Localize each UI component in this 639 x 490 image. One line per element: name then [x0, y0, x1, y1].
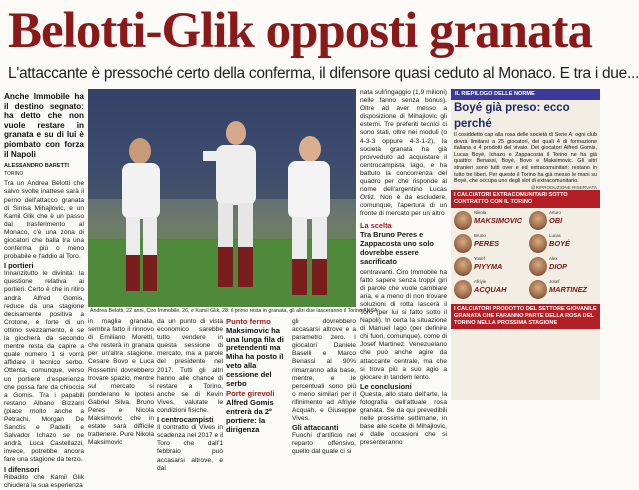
- player-surname: BOYÉ: [549, 238, 570, 248]
- callout-text: Tra Bruno Peres e Zappacosta uno solo dovrebbe essere sacrificato: [360, 229, 434, 266]
- player-first-name: Bruno: [474, 232, 486, 238]
- sidebar-banner: IL RIEPILOGO DELLE NORME: [451, 89, 600, 100]
- body-paragraph: Il contratto di Vives in scadenza nel 2017 e il Toro che dall'1 febbraio può accasarsi altrove, e dal: [157, 424, 223, 472]
- right-column: [360, 89, 447, 447]
- player-surname: PERES: [474, 238, 500, 248]
- author: ALESSANDRO BARETTI: [4, 163, 69, 170]
- body-paragraph: Ribadito che Kamil Glik chiuderà la sua esperienza: [4, 473, 84, 489]
- player-photo: [529, 257, 547, 276]
- player-photo: [454, 280, 472, 299]
- section-subtitle: I centrocampisti: [157, 415, 214, 425]
- sidebar-credit: @RIPRODUZIONE RISERVATA: [530, 184, 597, 190]
- player-surname: OBI: [549, 215, 563, 225]
- callout-column: [226, 317, 288, 434]
- body-paragraph: Fuochi d'artificio nel reparto offensivo, quello dal quale ci si: [292, 432, 356, 456]
- player-photo: [454, 257, 472, 276]
- callout-text: Alfred Gomis entrerà da 2º portiere: la dirigenza: [226, 398, 274, 434]
- player-surname: DIOP: [549, 261, 568, 271]
- body-paragraph: in maglia granata, sembra fatto il rinnovo di Emiliano Moretti, che resterà in granata per un'altra stagione. Cesare Bovo e Luca Rossettini dovrebbero trovare spazio, mentre sul mercato si ponderano le ipotesi Gabriel Silva, Bruno Peres e Nicola Maksimovic che in estate sarà difficile trattenere. Pure Nikola Maksimovic: [88, 318, 154, 447]
- section-subtitle: Gli attaccanti: [292, 423, 339, 433]
- middle-column-1: [88, 318, 154, 447]
- sidebar-text: Il cosiddetto cap alla rosa delle società di Serie A: ogni club dovrà limitarsi a 25 giocatori, dei quali 4 di formazione italiana e 4 prodotti del vivaio. Dei giocatori Alfred Gomis, Lucas Boyé, Ichazo e Zappacosta il Torino ne ha già quattro: Benassi, Boyé, Bovo e Maksimovic. Gli altri stranieri sono tutti over e ed extracomunitari: restano in tutto tre liberi. Per questo il Torino ha già messo le mani su Boyé, che occupa uno degli slot di extracomunitario.: [454, 132, 597, 185]
- section-subtitle: I portieri: [4, 261, 34, 271]
- body-paragraph: centravanti. Ciro Immobile ha fatto sapere senza troppi giri di parole che vuole cambiare aria, e a meno di non trovare soluzioni di rotta lascerà il Toro (per lui si fatto sotto il Napoli). In certa la situazione di Manuel Iago (per definire chi fuori, comunque), come di Josef Martinez. Venezuelano che può anche agire da attaccante centrale, ma che si trova più a suo agio a giocare in tandem lento.: [360, 268, 447, 381]
- subhead: L'attaccante è pressoché certo della conferma, il difensore quasi ceduto al Monaco. E tra i due...: [8, 65, 639, 82]
- player-first-name: Nikola: [474, 209, 487, 215]
- player-first-name: Arturo: [549, 209, 561, 215]
- player-first-name: Yosef: [474, 255, 485, 261]
- body-paragraph: Tra un Andrea Belotti che salvo svolte inattese sarà il perno dell'attacco granata di Sinisa Mihajlovic, e un Kamil Glik che è un passo dal trasferimento al Monaco, c'è una zona di giocatori che balla tra una conferma più o meno probabile e l'addio al Toro.: [4, 180, 84, 261]
- body-paragraph: nata sull'ingaggio (1,9 milioni) nelle fanno senza bonus). Oltre ad aver messo a disposizione di Mihajlovic gli esterni. Tre preferiti tecnici ci sono stati, oltre nei moduli (o 4-3-3 oppure 4-3-1-2), la società granata ha già provveduto ad acquistare il centrocampista Iago, e ha battuto la concorrenza del quadro per che risponde al nome dell'argentino Lucas Ortiz. Non è da escludere, comunque, l'apertura di un fronte di mercato per un altro: [360, 89, 447, 218]
- main-photo: [88, 89, 356, 307]
- player-surname: MAKSIMOVIC: [474, 215, 523, 225]
- player-photo: [529, 234, 547, 253]
- player-surname: PIYYMA: [474, 261, 503, 271]
- player-photo: [454, 234, 472, 253]
- players-grid: [451, 208, 600, 304]
- callout-label: Porte girevoli: [226, 389, 275, 399]
- dateline: TORINO: [4, 171, 24, 178]
- player-first-name: Alex: [549, 255, 558, 261]
- player-surname: MARTINEZ: [549, 284, 588, 294]
- player-first-name: Afriyie: [474, 278, 487, 284]
- callout-label: La scelta: [360, 220, 392, 230]
- callout-text: Maksimovic ha una lunga fila di pretendenti ma Miha ha posto il veto alla cessione del serbo: [226, 325, 284, 388]
- sidebar-section-header: I CALCIATORI EXTRACOMUNITARI SOTTO CONTRATTO CON IL TORINO: [451, 190, 600, 208]
- sidebar-section-header: I CALCIATORI PRODOTTO DEL SETTORE GIOVANILE GRANATA CHE FARANNO PARTE DELLA ROSA DEL TORINO NELLA PROSSIMA STAGIONE: [451, 304, 600, 329]
- callout-label: Punto fermo: [226, 317, 271, 326]
- body-paragraph: gli dovrebbero accasarsi altrove e a parametro zero. I giocatori Daniele Baselli e Marco Benassi al 90% rimarranno alla base, mentre, e le percentuali sono più o meno similari per il rifinimento ad Afriyie Acquah, e Giuseppe Vives.: [292, 318, 356, 423]
- intro-text: Anche Immobile ha il destino segnato: ha detto che non vuole restare in granata e su di lui è piombato con forza il Napoli: [4, 92, 84, 159]
- section-subtitle: Le conclusioni: [360, 381, 412, 391]
- player-photo: [529, 211, 547, 230]
- sidebar-box: [451, 89, 600, 400]
- left-column: [4, 92, 84, 489]
- body-paragraph: Questa, allo stato dell'arte, la fotografia dell'attuale rosa granata. Se da qui prevedibili nelle prossime settimane, in base alle scelte di Mihajlovic, e dalle occasioni che si presenteranno: [360, 390, 447, 447]
- headline: Belotti-Glik opposti granata: [8, 3, 593, 59]
- middle-column-2: [157, 318, 223, 472]
- body-paragraph: da un punto di vista economico sarebbe tutto vendere in questa sessione di mercato, ma a parole del presidente nel 2017. Tutti gli altri hanno alle chance di restare a Torino, anche se di Kevin Vives, valutate le condizioni fisiche.: [157, 318, 223, 415]
- photo-caption: Andrea Belotti, 22 anni, Ciro Immobile, 26, e Kamil Glik, 28: il primo resta in granata, gli altri due lasceranno il Torino ANSA: [90, 308, 378, 314]
- photo-illustration: [88, 89, 356, 307]
- player-surname: ACQUAH: [474, 284, 507, 294]
- player-first-name: Josef: [549, 278, 560, 284]
- section-subtitle: I difensori: [4, 464, 40, 474]
- player-first-name: Lucas: [549, 232, 561, 238]
- player-photo: [454, 211, 472, 230]
- body-paragraph: Innanzitutto le divinità: la questione relativa ai portieri. Certo è che in ritiro andrà Alfred Gomis, reduce da una stagione decisamente positiva a Crotone, e forte di un ottimo svezzamento, è se la giocherà da secondo mentre resta da capire a quale numero 1 si vorrà affidare il tecnico serbo. Ottenta, comunque, verso un portiere d'esperienza che possa fare da chioccia a Gomis. Tra i papabili restano Albano Bizzarri (piace molto anche a Petrachi, Morgan De Sanctis e Padelli e Salvador Ichazo se ne andrà, Luca Castellazzi, invece, potrebbe ancora fare una stagione da terzo.: [4, 270, 84, 464]
- sidebar-title: Boyé già preso: ecco perché: [454, 102, 570, 130]
- right-bottom-column: [292, 318, 356, 456]
- player-photo: [529, 280, 547, 299]
